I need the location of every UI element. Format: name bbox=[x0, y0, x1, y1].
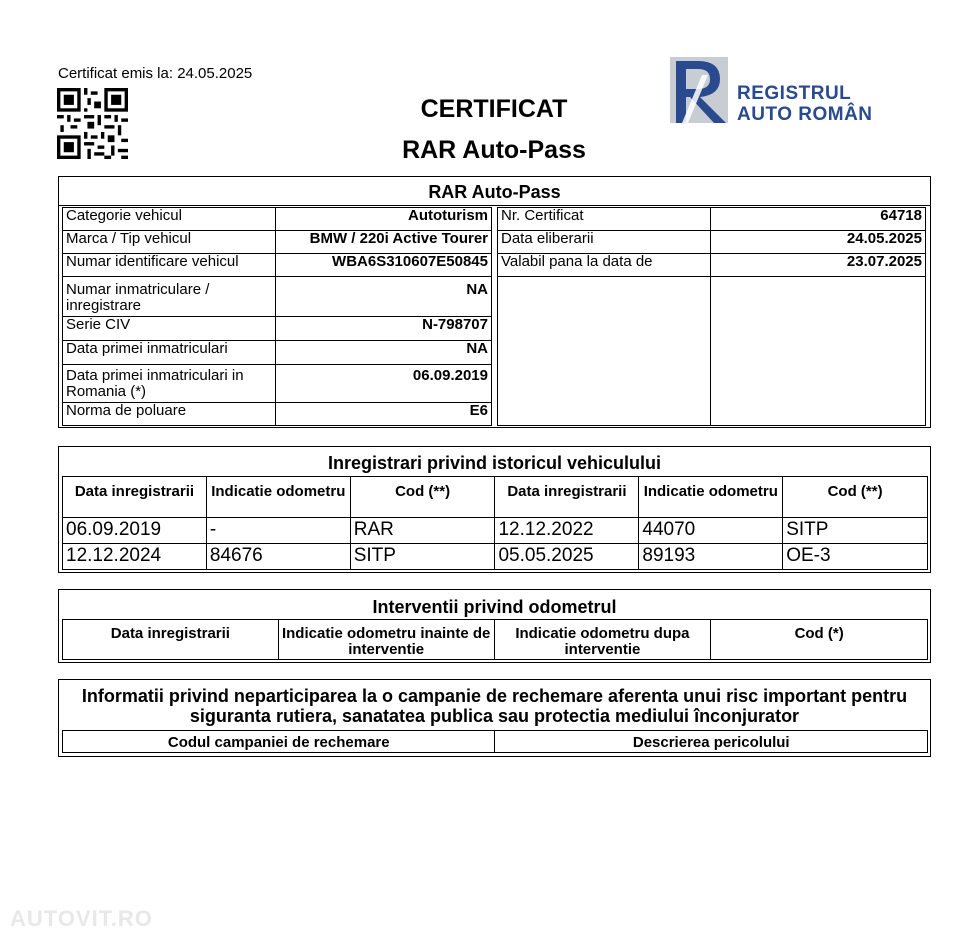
table-cell: - bbox=[206, 518, 350, 544]
table-cell: 05.05.2025 bbox=[495, 544, 639, 570]
value-cell: 64718 bbox=[711, 208, 926, 231]
table-cell: 89193 bbox=[639, 544, 783, 570]
column-header: Cod (**) bbox=[783, 477, 928, 518]
history-table bbox=[62, 476, 928, 570]
certificate-subtitle: RAR Auto-Pass bbox=[402, 136, 586, 164]
value-cell: Autoturism bbox=[276, 208, 492, 231]
label-cell: Valabil pana la data de bbox=[498, 254, 711, 277]
column-header: Indicatie odometru inainte de interventie bbox=[278, 620, 494, 660]
value-cell: E6 bbox=[276, 403, 492, 426]
label-cell: Numar identificare vehicul bbox=[63, 254, 276, 277]
recall-campaigns-table bbox=[62, 730, 928, 753]
table-cell: RAR bbox=[350, 518, 495, 544]
table-cell: 44070 bbox=[639, 518, 783, 544]
section-auto-pass bbox=[58, 176, 931, 428]
table-cell: SITP bbox=[350, 544, 495, 570]
table-cell: 12.12.2022 bbox=[495, 518, 639, 544]
label-cell: Data primei inmatriculari bbox=[63, 341, 276, 365]
logo-line-1: REGISTRUL bbox=[737, 83, 852, 104]
column-header: Indicatie odometru dupa interventie bbox=[494, 620, 711, 660]
table-row bbox=[63, 518, 928, 544]
column-header: Data inregistrarii bbox=[63, 620, 279, 660]
section-recall-campaigns-title: Informatii privind neparticiparea la o campanie de rechemare aferenta unui risc important pentru siguranta rutiera, sanatatea publica sau protectia mediului înconjurator bbox=[81, 686, 908, 726]
section-odometer-interventions-title: Interventii privind odometrul bbox=[372, 597, 617, 617]
certificate-info-table bbox=[497, 207, 926, 426]
value-cell: 23.07.2025 bbox=[711, 254, 926, 277]
rar-logo-text bbox=[737, 83, 873, 125]
label-cell: Norma de poluare bbox=[63, 403, 276, 426]
label-cell: Marca / Tip vehicul bbox=[63, 231, 276, 254]
table-cell: 06.09.2019 bbox=[63, 518, 207, 544]
table-row bbox=[63, 544, 928, 570]
label-cell: Numar inmatriculare / inregistrare bbox=[63, 277, 276, 317]
empty-cell bbox=[711, 277, 926, 426]
odometer-interventions-table bbox=[62, 619, 928, 660]
watermark: AUTOVIT.RO bbox=[10, 906, 153, 931]
value-cell: N-798707 bbox=[276, 317, 492, 341]
column-header: Descrierea pericolului bbox=[495, 731, 928, 753]
issued-date: Certificat emis la: 24.05.2025 bbox=[58, 65, 253, 82]
section-recall-campaigns bbox=[58, 679, 931, 757]
section-vehicle-history bbox=[58, 446, 931, 573]
section-auto-pass-title: RAR Auto-Pass bbox=[59, 177, 930, 206]
vehicle-details-table bbox=[62, 207, 492, 426]
section-odometer-interventions bbox=[58, 589, 931, 663]
label-cell: Serie CIV bbox=[63, 317, 276, 341]
column-header: Indicatie odometru bbox=[206, 477, 350, 518]
value-cell: BMW / 220i Active Tourer bbox=[276, 231, 492, 254]
value-cell: 24.05.2025 bbox=[711, 231, 926, 254]
column-header: Indicatie odometru bbox=[639, 477, 783, 518]
column-header: Cod (**) bbox=[350, 477, 495, 518]
table-cell: SITP bbox=[783, 518, 928, 544]
value-cell: WBA6S310607E50845 bbox=[276, 254, 492, 277]
value-cell: 06.09.2019 bbox=[276, 365, 492, 403]
column-header: Data inregistrarii bbox=[495, 477, 639, 518]
column-header: Codul campaniei de rechemare bbox=[63, 731, 495, 753]
label-cell: Nr. Certificat bbox=[498, 208, 711, 231]
column-header: Data inregistrarii bbox=[63, 477, 207, 518]
table-cell: 12.12.2024 bbox=[63, 544, 207, 570]
value-cell: NA bbox=[276, 277, 492, 317]
value-cell: NA bbox=[276, 341, 492, 365]
section-vehicle-history-title: Inregistrari privind istoricul vehiculului bbox=[327, 453, 662, 473]
certificate-title: CERTIFICAT bbox=[420, 95, 568, 123]
empty-cell bbox=[498, 277, 711, 426]
label-cell: Categorie vehicul bbox=[63, 208, 276, 231]
label-cell: Data eliberarii bbox=[498, 231, 711, 254]
table-cell: 84676 bbox=[206, 544, 350, 570]
logo-line-2: AUTO ROMÂN bbox=[737, 104, 873, 125]
label-cell: Data primei inmatriculari in Romania (*) bbox=[63, 365, 276, 403]
table-cell: OE-3 bbox=[783, 544, 928, 570]
column-header: Cod (*) bbox=[711, 620, 928, 660]
qr-code-icon bbox=[57, 88, 128, 159]
